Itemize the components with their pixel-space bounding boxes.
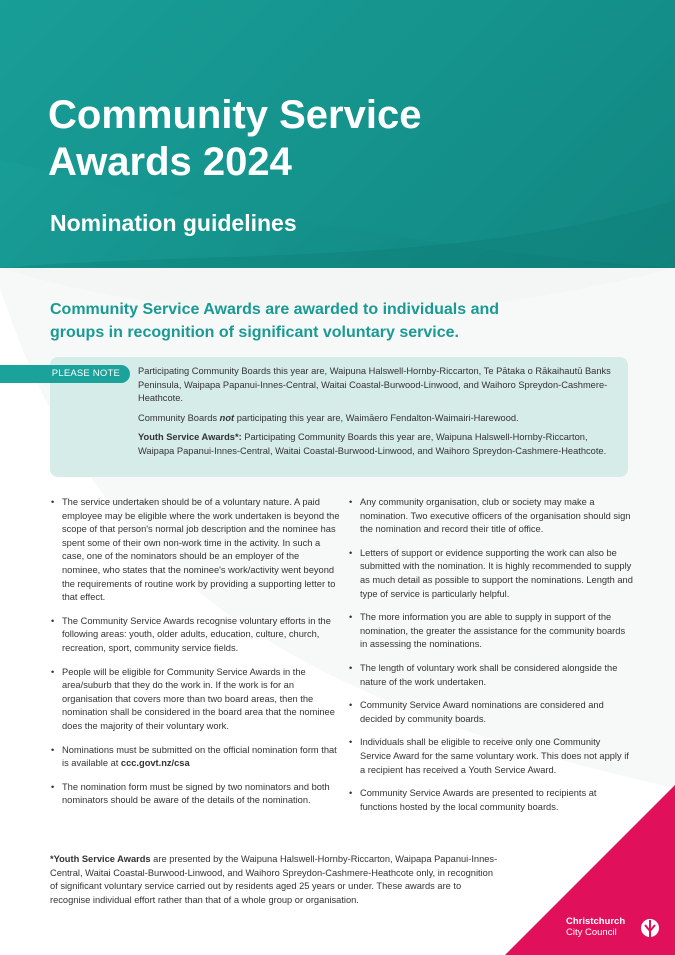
please-note-tag: PLEASE NOTE — [0, 365, 130, 383]
guidelines-right-column — [348, 496, 633, 824]
page-title: Community Service Awards 2024 — [48, 93, 422, 184]
list-item: • The Community Service Awards recognise voluntary efforts in the following areas: youth, older adults, education, culture, church, recreation, sport, community service fields. — [50, 615, 340, 656]
note-youth-awards: Youth Service Awards*: Participating Community Boards this year are, Waipuna Halswell-Hornby-Riccarton, Waipapa Papanui-Innes-Central, Waitai Coastal-Burwood-Linwood, and Waihoro Spreydon-Cashmere-Heathcote. — [138, 432, 607, 456]
list-item: • The service undertaken should be of a voluntary nature. A paid employee may be eligible where the work undertaken is beyond the scope of that person's normal job description and the nominee has spent some of their own non-work time in the activity. In such a case, one of the nominators should be an employer of the nominee, who states that the nominee's work/activity went beyond the requirements of routine work by providing a supporting letter to that effect. — [50, 496, 340, 605]
note-text — [138, 365, 618, 464]
list-item: • The length of voluntary work shall be considered alongside the nature of the work undertaken. — [348, 662, 633, 689]
intro-statement: Community Service Awards are awarded to individuals and groups in recognition of significant voluntary service. — [50, 301, 500, 341]
list-item: • Community Service Award nominations are considered and decided by community boards. — [348, 699, 633, 726]
note-not-participating: Community Boards not participating this year are, Waimāero Fendalton-Waimairi-Harewood. — [138, 412, 519, 423]
list-item: • Individuals shall be eligible to receive only one Community Service Award for the same voluntary work. This does not apply if a recipient has received a Youth Service Award. — [348, 736, 633, 777]
list-item: • Nominations must be submitted on the official nomination form that is available at ccc.govt.nz/csa — [50, 744, 340, 771]
youth-awards-footnote: *Youth Service Awards are presented by the Waipuna Halswell-Hornby-Riccarton, Waipapa Papanui-Innes-Central, Waitai Coastal-Burwood-Linwood, and Waihoro Spreydon-Cashmere-Heathcote only, in recognition of significant voluntary service carried out by residents aged 25 years or under. These awards are to recognise individual effort rather than that of a whole group or organisation. — [50, 854, 498, 905]
list-item: • People will be eligible for Community Service Awards in the area/suburb that they do the work in. If the work is for an organisation that covers more than two board areas, then the nomination shall be considered in the board area that the nominee does the majority of their voluntary work. — [50, 666, 340, 734]
note-participating: Participating Community Boards this year are, Waipuna Halswell-Hornby-Riccarton, Te Pātaka o Rākaihautū Banks Peninsula, Waipapa Papanui-Innes-Central, Waitai Coastal-Burwood-Linwood, and Waihoro Spreydon-Cashmere-Heathcote. — [138, 366, 611, 403]
list-item: • Community Service Awards are presented to recipients at functions hosted by the local community boards. — [348, 787, 633, 814]
council-logo: Christchurch City Council — [566, 916, 626, 938]
list-item: • The nomination form must be signed by two nominators and both nominators should be aware of the details of the nomination. — [50, 781, 340, 808]
list-item: • Any community organisation, club or society may make a nomination. Two executive officers of the organisation should sign the nomination and record their title of office. — [348, 496, 633, 537]
nomination-form-link[interactable]: ccc.govt.nz/csa — [120, 758, 190, 769]
list-item: • The more information you are able to supply in support of the nomination, the greater the assistance for the community boards in assessing the nominations. — [348, 611, 633, 652]
list-item: • Letters of support or evidence supporting the work can also be submitted with the nomination. It is highly recommended to supply as much detail as possible to support the nominations. Length and type of service is particularly helpful. — [348, 547, 633, 601]
council-logo-icon — [640, 917, 660, 941]
header-banner — [0, 0, 675, 268]
page-subtitle: Nomination guidelines — [50, 210, 297, 236]
guidelines-left-column — [50, 496, 340, 818]
